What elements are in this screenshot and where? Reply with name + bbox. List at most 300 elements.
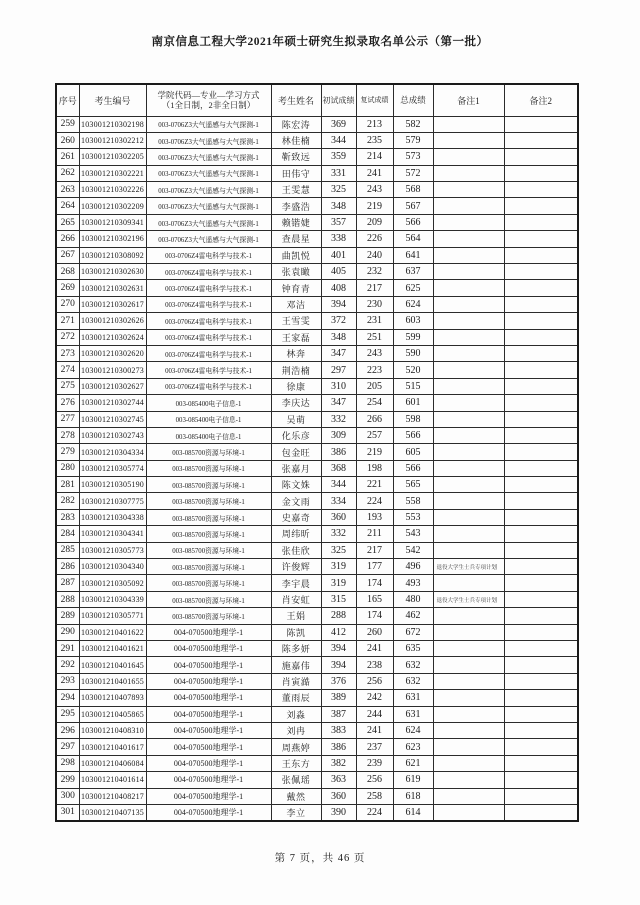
cell-index: 259 (56, 116, 79, 132)
table-row (56, 706, 578, 722)
cell-initial-score: 332 (321, 411, 356, 427)
cell-initial-score: 401 (321, 247, 356, 263)
cell-retest-score: 219 (356, 198, 393, 214)
cell-total-score: 631 (393, 706, 433, 722)
cell-remark1 (433, 264, 504, 280)
cell-candidate-id: 103001210309341 (79, 214, 146, 230)
cell-retest-score: 240 (356, 247, 393, 263)
table-row (56, 788, 578, 804)
table-row (56, 608, 578, 624)
table-row (56, 247, 578, 263)
table-row (56, 345, 578, 361)
cell-name: 张嘉月 (271, 460, 321, 476)
table-row (56, 526, 578, 542)
table-row (56, 460, 578, 476)
cell-retest-score: 177 (356, 559, 393, 575)
table-row (56, 378, 578, 394)
cell-candidate-id: 103001210307775 (79, 493, 146, 509)
cell-program: 004-070500地理学-1 (146, 739, 271, 755)
table-row (56, 132, 578, 148)
cell-total-score: 621 (393, 755, 433, 771)
cell-name: 李宇晨 (271, 575, 321, 591)
cell-index: 299 (56, 772, 79, 788)
cell-name: 董雨辰 (271, 690, 321, 706)
cell-remark1 (433, 313, 504, 329)
cell-total-score: 493 (393, 575, 433, 591)
cell-total-score: 605 (393, 444, 433, 460)
cell-remark2 (504, 280, 578, 296)
cell-remark2 (504, 657, 578, 673)
table-row (56, 509, 578, 525)
cell-initial-score: 319 (321, 575, 356, 591)
cell-program: 003-0706Z3大气遥感与大气探测-1 (146, 182, 271, 198)
cell-index: 286 (56, 559, 79, 575)
cell-remark1 (433, 542, 504, 558)
cell-initial-score: 309 (321, 427, 356, 443)
cell-remark2 (504, 608, 578, 624)
cell-initial-score: 348 (321, 329, 356, 345)
cell-program: 004-070500地理学-1 (146, 624, 271, 640)
cell-remark2 (504, 329, 578, 345)
cell-retest-score: 165 (356, 591, 393, 607)
cell-name: 周燕婷 (271, 739, 321, 755)
cell-program: 003-0706Z3大气遥感与大气探测-1 (146, 198, 271, 214)
cell-total-score: 582 (393, 116, 433, 132)
table-header-row (56, 84, 578, 116)
table-row (56, 772, 578, 788)
cell-retest-score: 241 (356, 165, 393, 181)
cell-remark1 (433, 575, 504, 591)
cell-index: 260 (56, 132, 79, 148)
cell-initial-score: 334 (321, 493, 356, 509)
cell-program: 003-085400电子信息-1 (146, 411, 271, 427)
table-row (56, 657, 578, 673)
cell-retest-score: 241 (356, 641, 393, 657)
cell-index: 295 (56, 706, 79, 722)
cell-remark2 (504, 526, 578, 542)
cell-name: 化乐彦 (271, 427, 321, 443)
cell-remark1 (433, 493, 504, 509)
cell-candidate-id: 103001210401655 (79, 673, 146, 689)
cell-candidate-id: 103001210302620 (79, 345, 146, 361)
cell-total-score: 558 (393, 493, 433, 509)
cell-index: 267 (56, 247, 79, 263)
cell-retest-score: 251 (356, 329, 393, 345)
cell-initial-score: 363 (321, 772, 356, 788)
cell-total-score: 598 (393, 411, 433, 427)
cell-name: 钟育青 (271, 280, 321, 296)
cell-name: 张佩瑶 (271, 772, 321, 788)
cell-remark1: 退役大学生士兵专项计划 (433, 591, 504, 607)
cell-remark1 (433, 362, 504, 378)
cell-remark1 (433, 608, 504, 624)
cell-index: 278 (56, 427, 79, 443)
cell-program: 003-0706Z3大气遥感与大气探测-1 (146, 149, 271, 165)
table-row (56, 739, 578, 755)
cell-retest-score: 244 (356, 706, 393, 722)
header-total-score: 总成绩 (393, 84, 433, 116)
cell-candidate-id: 103001210302212 (79, 132, 146, 148)
cell-remark1 (433, 788, 504, 804)
cell-candidate-id: 103001210304341 (79, 526, 146, 542)
cell-candidate-id: 103001210401622 (79, 624, 146, 640)
cell-initial-score: 325 (321, 182, 356, 198)
cell-total-score: 618 (393, 788, 433, 804)
cell-total-score: 632 (393, 657, 433, 673)
cell-remark2 (504, 444, 578, 460)
cell-total-score: 543 (393, 526, 433, 542)
cell-total-score: 566 (393, 460, 433, 476)
cell-index: 273 (56, 345, 79, 361)
table-row (56, 427, 578, 443)
cell-name: 靳致远 (271, 149, 321, 165)
table-row (56, 165, 578, 181)
cell-initial-score: 372 (321, 313, 356, 329)
cell-candidate-id: 103001210304340 (79, 559, 146, 575)
cell-index: 287 (56, 575, 79, 591)
cell-remark1 (433, 395, 504, 411)
cell-total-score: 590 (393, 345, 433, 361)
cell-initial-score: 383 (321, 722, 356, 738)
cell-retest-score: 221 (356, 477, 393, 493)
cell-total-score: 637 (393, 264, 433, 280)
cell-program: 003-085700资源与环境-1 (146, 526, 271, 542)
cell-candidate-id: 103001210407135 (79, 804, 146, 820)
table-row (56, 559, 578, 575)
cell-index: 281 (56, 477, 79, 493)
cell-total-score: 641 (393, 247, 433, 263)
cell-index: 266 (56, 231, 79, 247)
cell-initial-score: 382 (321, 755, 356, 771)
cell-remark2 (504, 575, 578, 591)
table-body (56, 116, 578, 821)
table-row (56, 575, 578, 591)
cell-remark1 (433, 280, 504, 296)
cell-initial-score: 386 (321, 739, 356, 755)
cell-total-score: 542 (393, 542, 433, 558)
cell-total-score: 496 (393, 559, 433, 575)
cell-initial-score: 412 (321, 624, 356, 640)
cell-remark1 (433, 460, 504, 476)
table-row (56, 755, 578, 771)
cell-name: 吴萌 (271, 411, 321, 427)
cell-retest-score: 219 (356, 444, 393, 460)
cell-index: 276 (56, 395, 79, 411)
cell-program: 003-0706Z3大气遥感与大气探测-1 (146, 116, 271, 132)
cell-program: 004-070500地理学-1 (146, 641, 271, 657)
cell-program: 003-0706Z4雷电科学与技术-1 (146, 264, 271, 280)
cell-program: 004-070500地理学-1 (146, 657, 271, 673)
cell-retest-score: 254 (356, 395, 393, 411)
table-row (56, 329, 578, 345)
cell-index: 280 (56, 460, 79, 476)
cell-retest-score: 213 (356, 116, 393, 132)
cell-name: 肖寅澔 (271, 673, 321, 689)
cell-index: 284 (56, 526, 79, 542)
cell-name: 刘淼 (271, 706, 321, 722)
table-row (56, 395, 578, 411)
cell-candidate-id: 103001210302198 (79, 116, 146, 132)
cell-candidate-id: 103001210406084 (79, 755, 146, 771)
cell-candidate-id: 103001210302743 (79, 427, 146, 443)
table-row (56, 444, 578, 460)
table-row (56, 690, 578, 706)
cell-name: 陈文姝 (271, 477, 321, 493)
cell-program: 003-085700资源与环境-1 (146, 559, 271, 575)
cell-remark2 (504, 739, 578, 755)
cell-program: 004-070500地理学-1 (146, 772, 271, 788)
table-row (56, 411, 578, 427)
cell-program: 003-0706Z3大气遥感与大气探测-1 (146, 231, 271, 247)
cell-program: 003-0706Z3大气遥感与大气探测-1 (146, 165, 271, 181)
cell-name: 王家磊 (271, 329, 321, 345)
cell-program: 004-070500地理学-1 (146, 788, 271, 804)
cell-candidate-id: 103001210302627 (79, 378, 146, 394)
header-program-line1: 学院代码—专业—学习方式 (157, 89, 260, 100)
cell-index: 263 (56, 182, 79, 198)
cell-remark1 (433, 673, 504, 689)
cell-program: 003-0706Z3大气遥感与大气探测-1 (146, 132, 271, 148)
cell-candidate-id: 103001210305092 (79, 575, 146, 591)
cell-remark2 (504, 591, 578, 607)
cell-program: 004-070500地理学-1 (146, 706, 271, 722)
cell-program: 003-085700资源与环境-1 (146, 460, 271, 476)
cell-name: 王娟 (271, 608, 321, 624)
cell-candidate-id: 103001210405865 (79, 706, 146, 722)
cell-remark2 (504, 132, 578, 148)
cell-remark2 (504, 149, 578, 165)
cell-retest-score: 243 (356, 345, 393, 361)
cell-remark2 (504, 624, 578, 640)
cell-remark1 (433, 755, 504, 771)
cell-remark2 (504, 116, 578, 132)
table-row (56, 149, 578, 165)
cell-initial-score: 344 (321, 132, 356, 148)
cell-initial-score: 359 (321, 149, 356, 165)
cell-retest-score: 193 (356, 509, 393, 525)
cell-remark2 (504, 559, 578, 575)
cell-program: 004-070500地理学-1 (146, 722, 271, 738)
cell-initial-score: 338 (321, 231, 356, 247)
cell-program: 003-0706Z4雷电科学与技术-1 (146, 362, 271, 378)
table-row (56, 182, 578, 198)
cell-remark1 (433, 198, 504, 214)
cell-remark1 (433, 345, 504, 361)
cell-candidate-id: 103001210304334 (79, 444, 146, 460)
cell-name: 陈宏涛 (271, 116, 321, 132)
cell-candidate-id: 103001210407893 (79, 690, 146, 706)
cell-remark2 (504, 493, 578, 509)
cell-remark1 (433, 296, 504, 312)
cell-name: 刘冉 (271, 722, 321, 738)
cell-initial-score: 387 (321, 706, 356, 722)
cell-initial-score: 386 (321, 444, 356, 460)
cell-candidate-id: 103001210408310 (79, 722, 146, 738)
cell-program: 003-085700资源与环境-1 (146, 542, 271, 558)
cell-index: 283 (56, 509, 79, 525)
cell-program: 003-085700资源与环境-1 (146, 509, 271, 525)
cell-remark2 (504, 509, 578, 525)
cell-name: 周纬昕 (271, 526, 321, 542)
cell-remark2 (504, 214, 578, 230)
cell-program: 003-0706Z4雷电科学与技术-1 (146, 280, 271, 296)
cell-retest-score: 217 (356, 542, 393, 558)
cell-program: 003-0706Z4雷电科学与技术-1 (146, 378, 271, 394)
cell-candidate-id: 103001210305773 (79, 542, 146, 558)
cell-index: 269 (56, 280, 79, 296)
cell-program: 003-0706Z4雷电科学与技术-1 (146, 329, 271, 345)
cell-total-score: 619 (393, 772, 433, 788)
cell-initial-score: 325 (321, 542, 356, 558)
cell-program: 004-070500地理学-1 (146, 690, 271, 706)
cell-candidate-id: 103001210304338 (79, 509, 146, 525)
cell-remark2 (504, 804, 578, 820)
cell-remark1 (433, 657, 504, 673)
cell-retest-score: 235 (356, 132, 393, 148)
cell-name: 陈多妍 (271, 641, 321, 657)
table-row (56, 542, 578, 558)
cell-name: 林佳楠 (271, 132, 321, 148)
cell-initial-score: 389 (321, 690, 356, 706)
cell-candidate-id: 103001210302631 (79, 280, 146, 296)
table-row (56, 214, 578, 230)
header-remark2: 备注2 (504, 84, 578, 116)
cell-name: 戴然 (271, 788, 321, 804)
cell-index: 301 (56, 804, 79, 820)
cell-initial-score: 347 (321, 395, 356, 411)
table-row (56, 477, 578, 493)
cell-remark1 (433, 509, 504, 525)
cell-total-score: 631 (393, 690, 433, 706)
table-row (56, 313, 578, 329)
cell-candidate-id: 103001210302617 (79, 296, 146, 312)
cell-remark1 (433, 526, 504, 542)
cell-candidate-id: 103001210302226 (79, 182, 146, 198)
cell-total-score: 520 (393, 362, 433, 378)
cell-name: 史嘉奇 (271, 509, 321, 525)
cell-initial-score: 369 (321, 116, 356, 132)
cell-remark2 (504, 395, 578, 411)
cell-name: 荆浩楠 (271, 362, 321, 378)
header-program-line2: （1全日制，2非全日制） (161, 100, 256, 111)
cell-name: 张佳欣 (271, 542, 321, 558)
cell-retest-score: 224 (356, 493, 393, 509)
cell-index: 289 (56, 608, 79, 624)
cell-program: 003-0706Z4雷电科学与技术-1 (146, 296, 271, 312)
cell-candidate-id: 103001210302744 (79, 395, 146, 411)
cell-initial-score: 357 (321, 214, 356, 230)
cell-name: 施嘉伟 (271, 657, 321, 673)
cell-candidate-id: 103001210302221 (79, 165, 146, 181)
cell-program: 003-0706Z3大气遥感与大气探测-1 (146, 214, 271, 230)
table-row (56, 804, 578, 820)
cell-remark2 (504, 231, 578, 247)
cell-remark2 (504, 165, 578, 181)
cell-remark1 (433, 427, 504, 443)
cell-name: 王雯慧 (271, 182, 321, 198)
cell-total-score: 614 (393, 804, 433, 820)
table-row (56, 231, 578, 247)
table-row (56, 362, 578, 378)
cell-index: 290 (56, 624, 79, 640)
cell-index: 294 (56, 690, 79, 706)
cell-initial-score: 394 (321, 641, 356, 657)
cell-remark1 (433, 706, 504, 722)
cell-initial-score: 360 (321, 509, 356, 525)
cell-program: 004-070500地理学-1 (146, 755, 271, 771)
cell-index: 275 (56, 378, 79, 394)
cell-remark2 (504, 362, 578, 378)
cell-retest-score: 231 (356, 313, 393, 329)
cell-retest-score: 198 (356, 460, 393, 476)
cell-total-score: 632 (393, 673, 433, 689)
cell-retest-score: 205 (356, 378, 393, 394)
cell-remark2 (504, 198, 578, 214)
cell-remark1 (433, 624, 504, 640)
cell-retest-score: 217 (356, 280, 393, 296)
table-row (56, 591, 578, 607)
cell-index: 262 (56, 165, 79, 181)
cell-index: 264 (56, 198, 79, 214)
cell-remark1 (433, 690, 504, 706)
table-row (56, 198, 578, 214)
header-name: 考生姓名 (271, 84, 321, 116)
cell-retest-score: 237 (356, 739, 393, 755)
cell-retest-score: 243 (356, 182, 393, 198)
cell-remark2 (504, 542, 578, 558)
cell-index: 298 (56, 755, 79, 771)
cell-remark2 (504, 690, 578, 706)
cell-index: 292 (56, 657, 79, 673)
table-row (56, 296, 578, 312)
cell-remark2 (504, 247, 578, 263)
cell-name: 金文雨 (271, 493, 321, 509)
table-row (56, 493, 578, 509)
cell-candidate-id: 103001210302745 (79, 411, 146, 427)
cell-initial-score: 394 (321, 657, 356, 673)
cell-retest-score: 260 (356, 624, 393, 640)
cell-initial-score: 408 (321, 280, 356, 296)
cell-name: 田伟守 (271, 165, 321, 181)
cell-index: 271 (56, 313, 79, 329)
cell-program: 004-070500地理学-1 (146, 804, 271, 820)
cell-retest-score: 223 (356, 362, 393, 378)
cell-index: 291 (56, 641, 79, 657)
cell-retest-score: 174 (356, 575, 393, 591)
cell-total-score: 624 (393, 722, 433, 738)
cell-index: 279 (56, 444, 79, 460)
cell-program: 003-085700资源与环境-1 (146, 477, 271, 493)
cell-candidate-id: 103001210302196 (79, 231, 146, 247)
cell-index: 265 (56, 214, 79, 230)
cell-remark1 (433, 477, 504, 493)
header-program (146, 84, 271, 116)
cell-remark2 (504, 641, 578, 657)
cell-total-score: 599 (393, 329, 433, 345)
cell-candidate-id: 103001210408217 (79, 788, 146, 804)
cell-remark2 (504, 313, 578, 329)
cell-remark2 (504, 378, 578, 394)
cell-program: 003-0706Z4雷电科学与技术-1 (146, 247, 271, 263)
cell-program: 003-085700资源与环境-1 (146, 444, 271, 460)
cell-initial-score: 376 (321, 673, 356, 689)
cell-program: 003-085700资源与环境-1 (146, 591, 271, 607)
table-row (56, 624, 578, 640)
cell-program: 003-0706Z4雷电科学与技术-1 (146, 345, 271, 361)
cell-remark1 (433, 739, 504, 755)
cell-remark2 (504, 722, 578, 738)
cell-index: 274 (56, 362, 79, 378)
